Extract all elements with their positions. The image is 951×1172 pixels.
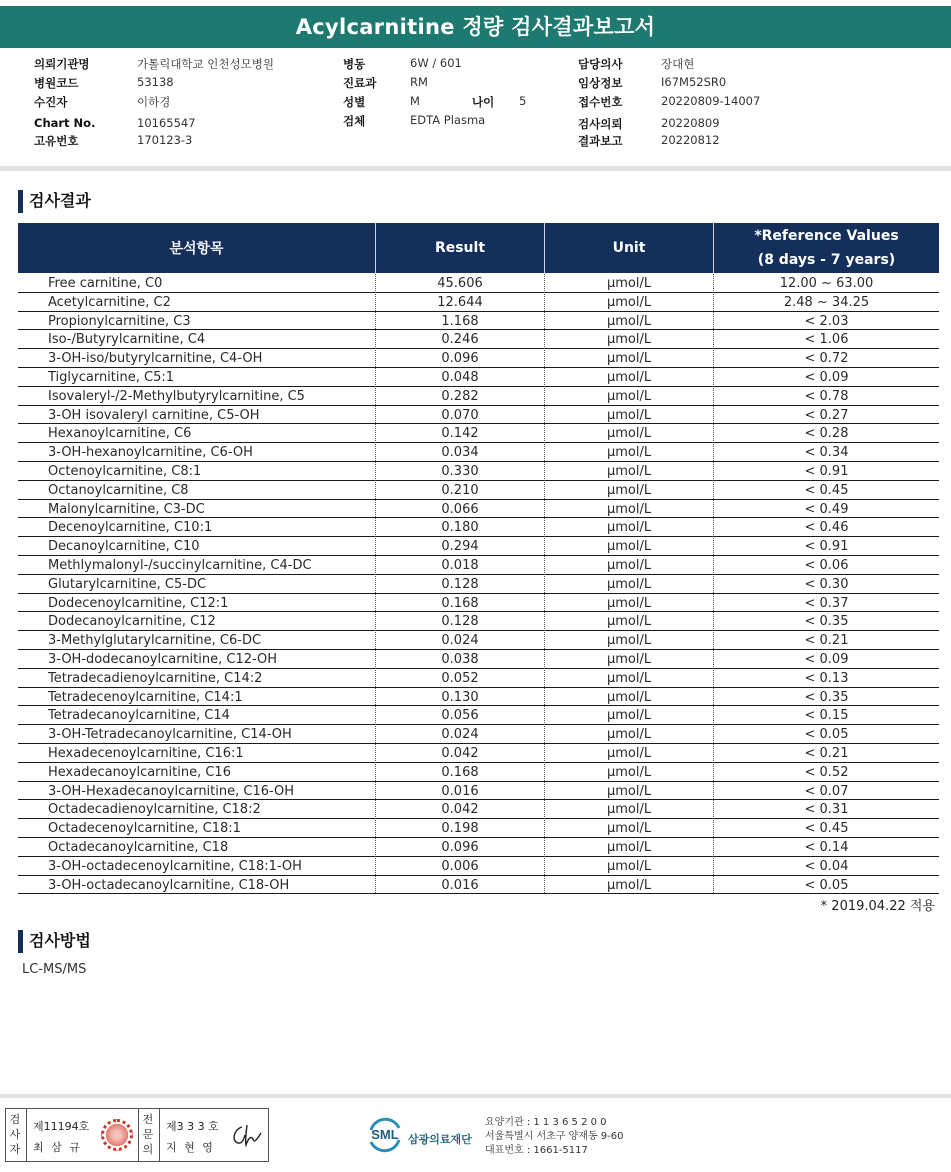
info-label: 성별 bbox=[343, 95, 366, 109]
analyte-name: Octadecenoylcarnitine, C18:1 bbox=[48, 821, 241, 837]
table-row bbox=[18, 706, 939, 725]
analyte-name: Tetradecanoylcarnitine, C14 bbox=[48, 708, 230, 724]
result-value: 45.606 bbox=[437, 276, 483, 291]
unit-value: μmol/L bbox=[606, 539, 652, 555]
results-section-heading bbox=[18, 188, 91, 213]
table-row bbox=[18, 800, 939, 819]
unit-value: μmol/L bbox=[606, 745, 652, 761]
reference-value: < 0.52 bbox=[804, 764, 849, 780]
method-text: LC-MS/MS bbox=[22, 962, 87, 977]
info-value: 20220809 bbox=[661, 116, 720, 130]
analyte-name: Octadecadienoylcarnitine, C18:2 bbox=[48, 802, 261, 818]
header-reference-line1: *Reference Values bbox=[754, 228, 899, 244]
column-divider bbox=[375, 274, 376, 893]
analyte-name: 3-OH isovaleryl carnitine, C5-OH bbox=[48, 407, 260, 423]
info-value: 6W / 601 bbox=[410, 56, 462, 70]
reference-value: < 0.09 bbox=[804, 651, 849, 667]
table-row bbox=[18, 763, 939, 782]
reference-value: < 0.30 bbox=[804, 576, 849, 592]
age-value: 5 bbox=[519, 94, 527, 108]
analyte-name: 3-OH-iso/butyrylcarnitine, C4-OH bbox=[48, 351, 263, 367]
result-value: 0.128 bbox=[441, 614, 479, 630]
info-label: Chart No. bbox=[34, 116, 96, 130]
info-label: 고유번호 bbox=[34, 134, 79, 148]
table-row bbox=[18, 631, 939, 650]
unit-value: μmol/L bbox=[606, 557, 652, 573]
result-value: 0.198 bbox=[441, 821, 479, 837]
unit-value: μmol/L bbox=[606, 651, 652, 667]
table-row bbox=[18, 575, 939, 594]
result-value: 0.210 bbox=[441, 482, 479, 498]
unit-value: μmol/L bbox=[606, 595, 652, 611]
unit-value: μmol/L bbox=[606, 727, 652, 743]
reference-value: < 0.34 bbox=[804, 445, 849, 461]
result-value: 0.246 bbox=[441, 332, 479, 348]
result-value: 0.180 bbox=[441, 520, 479, 536]
info-value: 20220812 bbox=[661, 133, 720, 147]
reference-value: < 0.09 bbox=[804, 369, 849, 385]
result-value: 12.644 bbox=[437, 294, 483, 310]
result-value: 0.016 bbox=[441, 877, 479, 893]
table-row bbox=[18, 293, 939, 312]
info-value: I67M52SR0 bbox=[661, 75, 727, 89]
specialist-license: 제3 3 3 호 bbox=[166, 1120, 219, 1133]
result-value: 0.018 bbox=[441, 557, 479, 573]
unit-value: μmol/L bbox=[606, 839, 652, 855]
unit-value: μmol/L bbox=[606, 520, 652, 536]
analyte-name: Malonylcarnitine, C3-DC bbox=[48, 501, 205, 517]
result-value: 0.096 bbox=[441, 839, 479, 855]
org-name: 삼광의료재단 bbox=[408, 1133, 472, 1146]
analyte-name: 3-Methylglutarylcarnitine, C6-DC bbox=[48, 633, 262, 649]
report-title: Acylcarnitine 정량 검사결과보고서 bbox=[0, 6, 951, 48]
result-value: 0.066 bbox=[441, 501, 479, 517]
info-label: 담당의사 bbox=[578, 57, 623, 71]
info-label: 수진자 bbox=[34, 95, 68, 109]
unit-value: μmol/L bbox=[606, 407, 652, 423]
unit-value: μmol/L bbox=[606, 821, 652, 837]
table-row bbox=[18, 500, 939, 519]
info-value: EDTA Plasma bbox=[410, 113, 486, 127]
seal-stamp-icon bbox=[101, 1119, 133, 1151]
table-row bbox=[18, 857, 939, 876]
table-row bbox=[18, 838, 939, 857]
table-row bbox=[18, 876, 939, 895]
result-value: 0.168 bbox=[441, 595, 479, 611]
table-row bbox=[18, 406, 939, 425]
result-value: 0.024 bbox=[441, 633, 479, 649]
info-label: 검체 bbox=[343, 114, 366, 128]
reference-value: < 0.27 bbox=[804, 407, 849, 423]
results-section-title: 검사결과 bbox=[29, 191, 91, 210]
unit-value: μmol/L bbox=[606, 802, 652, 818]
analyte-name: Octadecanoylcarnitine, C18 bbox=[48, 839, 229, 855]
unit-value: μmol/L bbox=[606, 276, 652, 291]
table-row bbox=[18, 594, 939, 613]
result-value: 0.294 bbox=[441, 539, 479, 555]
info-value: 170123-3 bbox=[137, 133, 193, 147]
result-value: 0.016 bbox=[441, 783, 479, 799]
info-label: 병동 bbox=[343, 57, 366, 71]
unit-value: μmol/L bbox=[606, 294, 652, 310]
specialist-name: 지 현 영 bbox=[166, 1141, 215, 1154]
analyte-name: Glutarylcarnitine, C5-DC bbox=[48, 576, 207, 592]
reference-value: < 0.04 bbox=[804, 858, 849, 874]
analyte-name: Dodecanoylcarnitine, C12 bbox=[48, 614, 216, 630]
reference-value: < 0.78 bbox=[804, 388, 849, 404]
header-analyte: 분석항목 bbox=[169, 241, 224, 257]
method-section-title: 검사방법 bbox=[29, 931, 91, 950]
analyte-name: Dodecenoylcarnitine, C12:1 bbox=[48, 595, 229, 611]
examiner-license: 제11194호 bbox=[33, 1120, 90, 1133]
unit-value: μmol/L bbox=[606, 689, 652, 705]
specialist-vertical-label: 전문의 bbox=[142, 1113, 154, 1156]
reference-value: < 0.28 bbox=[804, 426, 849, 442]
results-table-header bbox=[18, 223, 939, 273]
result-value: 0.128 bbox=[441, 576, 479, 592]
examiner-vertical-label: 검사자 bbox=[9, 1113, 21, 1156]
table-row bbox=[18, 537, 939, 556]
reference-value: < 0.15 bbox=[804, 708, 849, 724]
result-value: 0.042 bbox=[441, 745, 479, 761]
table-row bbox=[18, 688, 939, 707]
address: 서울특별시 서초구 양재동 9-60 bbox=[485, 1131, 624, 1142]
reference-value: < 0.35 bbox=[804, 614, 849, 630]
column-divider bbox=[713, 274, 714, 893]
unit-value: μmol/L bbox=[606, 708, 652, 724]
analyte-name: Decenoylcarnitine, C10:1 bbox=[48, 520, 213, 536]
info-value: 10165547 bbox=[137, 116, 196, 130]
reference-value: < 1.06 bbox=[804, 332, 849, 348]
reference-note: * 2019.04.22 적용 bbox=[820, 899, 935, 914]
result-value: 0.024 bbox=[441, 727, 479, 743]
unit-value: μmol/L bbox=[606, 783, 652, 799]
result-value: 0.034 bbox=[441, 445, 479, 461]
analyte-name: Tiglycarnitine, C5:1 bbox=[48, 369, 175, 385]
reference-value: < 0.14 bbox=[804, 839, 849, 855]
reference-value: < 0.05 bbox=[804, 877, 849, 893]
analyte-name: Propionylcarnitine, C3 bbox=[48, 313, 191, 329]
table-row bbox=[18, 462, 939, 481]
analyte-name: Tetradecadienoylcarnitine, C14:2 bbox=[48, 670, 263, 686]
unit-value: μmol/L bbox=[606, 332, 652, 348]
info-label: 병원코드 bbox=[34, 76, 79, 90]
signature-icon bbox=[228, 1121, 264, 1149]
age-label: 나이 bbox=[472, 95, 495, 109]
analyte-name: Free carnitine, C0 bbox=[48, 276, 163, 291]
section-marker bbox=[18, 930, 23, 953]
reference-value: < 0.35 bbox=[804, 689, 849, 705]
analyte-name: Methlymalonyl-/succinylcarnitine, C4-DC bbox=[48, 557, 312, 573]
analyte-name: 3-OH-Hexadecanoylcarnitine, C16-OH bbox=[48, 783, 295, 799]
reference-value: < 2.03 bbox=[804, 313, 849, 329]
table-row bbox=[18, 744, 939, 763]
unit-value: μmol/L bbox=[606, 633, 652, 649]
section-marker bbox=[18, 190, 23, 213]
info-label: 결과보고 bbox=[578, 134, 623, 148]
reference-value: < 0.49 bbox=[804, 501, 849, 517]
analyte-name: Isovaleryl-/2-Methylbutyrylcarnitine, C5 bbox=[48, 388, 305, 404]
sml-logo-icon bbox=[365, 1114, 405, 1154]
analyte-name: Tetradecenoylcarnitine, C14:1 bbox=[48, 689, 243, 705]
table-row bbox=[18, 650, 939, 669]
divider bbox=[0, 166, 951, 171]
unit-value: μmol/L bbox=[606, 369, 652, 385]
result-value: 0.142 bbox=[441, 426, 479, 442]
table-row bbox=[18, 274, 939, 293]
result-value: 0.048 bbox=[441, 369, 479, 385]
reference-value: < 0.37 bbox=[804, 595, 849, 611]
unit-value: μmol/L bbox=[606, 463, 652, 479]
table-row bbox=[18, 481, 939, 500]
header-result: Result bbox=[434, 240, 486, 256]
header-unit: Unit bbox=[612, 240, 646, 256]
unit-value: μmol/L bbox=[606, 877, 652, 893]
reference-value: < 0.72 bbox=[804, 351, 849, 367]
analyte-name: Hexanoylcarnitine, C6 bbox=[48, 426, 192, 442]
result-value: 0.282 bbox=[441, 388, 479, 404]
result-value: 0.042 bbox=[441, 802, 479, 818]
info-value: 장대현 bbox=[661, 57, 695, 71]
result-value: 0.052 bbox=[441, 670, 479, 686]
info-value: 이하경 bbox=[137, 95, 171, 109]
unit-value: μmol/L bbox=[606, 313, 652, 329]
unit-value: μmol/L bbox=[606, 482, 652, 498]
result-value: 0.056 bbox=[441, 708, 479, 724]
reference-value: < 0.13 bbox=[804, 670, 849, 686]
info-label: 의뢰기관명 bbox=[34, 57, 90, 71]
reference-value: < 0.45 bbox=[804, 821, 849, 837]
header-reference bbox=[714, 223, 939, 273]
table-row bbox=[18, 725, 939, 744]
reference-value: < 0.05 bbox=[804, 727, 849, 743]
unit-value: μmol/L bbox=[606, 764, 652, 780]
result-value: 0.096 bbox=[441, 351, 479, 367]
reference-value: 12.00 ~ 63.00 bbox=[779, 276, 874, 291]
header-reference-line2: (8 days - 7 years) bbox=[757, 252, 896, 268]
method-section-heading bbox=[18, 928, 91, 953]
analyte-name: 3-OH-octadecenoylcarnitine, C18:1-OH bbox=[48, 858, 302, 874]
analyte-name: Hexadecanoylcarnitine, C16 bbox=[48, 764, 231, 780]
info-label: 검사의뢰 bbox=[578, 117, 623, 131]
result-value: 0.006 bbox=[441, 858, 479, 874]
analyte-name: 3-OH-octadecanoylcarnitine, C18-OH bbox=[48, 877, 290, 893]
unit-value: μmol/L bbox=[606, 445, 652, 461]
analyte-name: Hexadecenoylcarnitine, C16:1 bbox=[48, 745, 244, 761]
table-row bbox=[18, 518, 939, 537]
reference-value: < 0.91 bbox=[804, 539, 849, 555]
analyte-name: Octenoylcarnitine, C8:1 bbox=[48, 463, 202, 479]
analyte-name: Octanoylcarnitine, C8 bbox=[48, 482, 189, 498]
table-row bbox=[18, 556, 939, 575]
analyte-name: 3-OH-Tetradecanoylcarnitine, C14-OH bbox=[48, 727, 292, 743]
analyte-name: 3-OH-hexanoylcarnitine, C6-OH bbox=[48, 445, 253, 461]
results-table-body bbox=[18, 274, 939, 894]
analyte-name: Iso-/Butyrylcarnitine, C4 bbox=[48, 332, 206, 348]
unit-value: μmol/L bbox=[606, 426, 652, 442]
result-value: 1.168 bbox=[441, 313, 479, 329]
unit-value: μmol/L bbox=[606, 388, 652, 404]
result-value: 0.330 bbox=[441, 463, 479, 479]
result-value: 0.038 bbox=[441, 651, 479, 667]
unit-value: μmol/L bbox=[606, 614, 652, 630]
info-value: 53138 bbox=[137, 75, 174, 89]
unit-value: μmol/L bbox=[606, 501, 652, 517]
reference-value: 2.48 ~ 34.25 bbox=[783, 294, 870, 310]
reference-value: < 0.31 bbox=[804, 802, 849, 818]
info-value: RM bbox=[410, 75, 428, 89]
analyte-name: Acetylcarnitine, C2 bbox=[48, 294, 171, 310]
unit-value: μmol/L bbox=[606, 351, 652, 367]
table-row bbox=[18, 669, 939, 688]
column-divider bbox=[544, 274, 545, 893]
table-row bbox=[18, 443, 939, 462]
divider bbox=[0, 1094, 951, 1098]
result-value: 0.168 bbox=[441, 764, 479, 780]
table-row bbox=[18, 819, 939, 838]
reference-value: < 0.46 bbox=[804, 520, 849, 536]
table-row bbox=[18, 349, 939, 368]
reference-value: < 0.45 bbox=[804, 482, 849, 498]
reference-value: < 0.21 bbox=[804, 745, 849, 761]
info-value: M bbox=[410, 94, 420, 108]
examiner-name: 최 삼 규 bbox=[33, 1141, 82, 1154]
org-contact bbox=[485, 1116, 624, 1158]
result-value: 0.130 bbox=[441, 689, 479, 705]
info-label: 임상정보 bbox=[578, 76, 623, 90]
care-code: 요양기관 : 1 1 3 6 5 2 0 0 bbox=[485, 1117, 607, 1128]
info-value: 가톨릭대학교 인천성모병원 bbox=[137, 57, 274, 71]
table-row bbox=[18, 612, 939, 631]
reference-value: < 0.07 bbox=[804, 783, 849, 799]
analyte-name: Decanoylcarnitine, C10 bbox=[48, 539, 200, 555]
reference-value: < 0.91 bbox=[804, 463, 849, 479]
table-row bbox=[18, 782, 939, 801]
patient-info bbox=[0, 52, 951, 167]
phone: 대표번호 : 1661-5117 bbox=[485, 1145, 588, 1156]
info-label: 진료과 bbox=[343, 76, 377, 90]
info-label: 접수번호 bbox=[578, 95, 623, 109]
table-row bbox=[18, 330, 939, 349]
unit-value: μmol/L bbox=[606, 858, 652, 874]
table-row bbox=[18, 312, 939, 331]
info-value: 20220809-14007 bbox=[661, 94, 761, 108]
reference-value: < 0.06 bbox=[804, 557, 849, 573]
unit-value: μmol/L bbox=[606, 576, 652, 592]
signature-box bbox=[5, 1108, 269, 1162]
unit-value: μmol/L bbox=[606, 670, 652, 686]
table-row bbox=[18, 424, 939, 443]
analyte-name: 3-OH-dodecanoylcarnitine, C12-OH bbox=[48, 651, 278, 667]
result-value: 0.070 bbox=[441, 407, 479, 423]
logo-text: SML bbox=[371, 1127, 399, 1142]
table-row bbox=[18, 387, 939, 406]
table-row bbox=[18, 368, 939, 387]
reference-value: < 0.21 bbox=[804, 633, 849, 649]
